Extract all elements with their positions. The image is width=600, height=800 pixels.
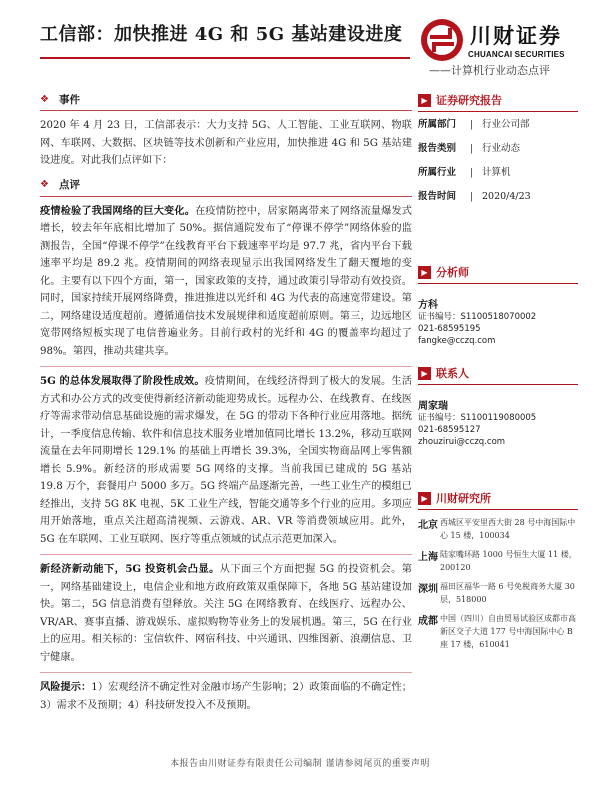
report-meta [418,118,578,204]
risk-warning: 风险提示：1）宏观经济不确定性对金融市场产生影响；2）政策面临的不确定性；3）需求不及预期；4）科技研发投入不及预期。 [40,681,412,711]
comment-paragraph-2: 5G 的总体发展取得了阶段性成效。疫情期间，在线经济得到了极大的发展。生活方式和办公方式的改变使得新经济新动能迎势成长。远程办公、在线教育、在线医疗等需求带动信息基础设施的需求爆发，在 5G 的带动下各种行业应用落地。据统计，一季度信息传输、软件和信息技术服务业增加值同比增长 13.2%，移动互联网流量在去年同期增长 129.1% 的基础上再增长 39.3%，全国实物商品网上零售额增长 5.9%。新经济的形成需要 5G 网络的支撑。当前我国已建成的 5G 基站 19.8 万个，套餐用户 5000 多万。5G 终端产品逐渐完善，一些工业生产的模组已经推出，支持 5G 8K 电视、5K 工业生产线，智能交通等多个行业的应用。多项应用开始落地，重点关注超高清视频、云游戏、AR、VR 等消费领域应用。此外，5G 在车联网、工业互联网、医疗等重点领域的试点示范更加深入。 [40,375,412,545]
comment-heading: ❖ 点评 [40,179,80,191]
logo-english-name: CHUANCAI SECURITIES [468,50,565,59]
event-heading: ❖ 事件 [40,93,80,106]
office-list [418,516,578,651]
main-content [40,92,412,714]
section-marker-icon: ▶ [418,94,431,107]
title-divider [40,57,410,59]
report-info-heading: ▶ 证券研究报告 [418,92,578,108]
section-marker-icon: ▶ [418,266,431,279]
analyst-phone: 021-68595195 [418,324,481,334]
analyst-cert: 证书编号：S1100518070002 [418,312,537,322]
event-text: 2020 年 4 月 23 日，工信部表示：大力支持 5G、人工智能、工业互联网、物联网、车联网、大数据、区块链等技术创新和产业应用，加快推进 4G 和 5G 基站建设进度。对此我们点评如下： [40,120,412,166]
meta-row: 报告类别 | 行业动态 [418,143,521,154]
section-marker-icon: ▶ [418,492,431,505]
meta-row: 报告时间 | 2020/4/23 [418,191,531,202]
office-item: 北京 西城区平安里西大街 28 号中海国际中心 15 楼，100034 [418,518,576,540]
section-divider [40,196,412,197]
sidebar [418,92,578,657]
contact-phone: 021-68595127 [418,425,481,435]
contact-cert: 证书编号：S1100119080005 [418,413,537,423]
contact-card [418,397,578,448]
report-title: 工信部：加快推进 4G 和 5G 基站建设进度 [40,24,403,45]
meta-row: 所属行业 | 计算机 [418,167,511,178]
meta-row: 所属部门 | 行业公司部 [418,119,530,130]
sidebar-divider [418,509,578,510]
diamond-bullet-icon: ❖ [40,93,49,105]
section-marker-icon: ▶ [418,367,431,380]
comment-paragraph-1: 疫情检验了我国网络的巨大变化。在疫情防控中，居家隔离带来了网络流量爆发式增长，较去年年底相比增加了 50%。据信通院发布了“停课不停学”网络体验的监测报告，全国“停课不停学”在线教育平台下载速率平均是 97.7 兆，省内平台下载速率平均是 89.2 兆。疫情期间的网络表现显示出我国网络发生了翻天覆地的变化。主要有以下四个方面，第一，国家政策的支持，通过政策引导带动有效投资。同时，国家持续开展网络降费，推进推进以光纤和 4G 为代表的高速宽带建设。第二，网络建设适度超前。遵循通信技术发展规律和适度超前原则。第三，边远地区宽带网络短板实现了电信普遍业务。目前行政村的光纤和 4G 的覆盖率均超过了 98%。第四，推动共建共享。 [40,204,412,357]
comment-paragraph-3: 新经济新动能下，5G 投资机会凸显。从下面三个方面把握 5G 的投资机会。第一，网络基础建设上，电信企业和地方政府政策双重保障下，各地 5G 基站建设加快。第二，5G 信息消费有望释放。关注 5G 在网络教育、在线医疗、远程办公、VR/AR、赛事直播、游戏娱乐、虚拟购物等业务上的发展机遇。第三，5G 在行业上的应用。相关标的：宝信软件、网宿科技、中兴通讯、四维图新、浪潮信息、卫宁健康。 [40,563,412,663]
analyst-email[interactable]: fangke@cczq.com [418,336,496,346]
sidebar-divider [418,283,578,284]
office-item: 深圳 福田区福华一路 6 号免税商务大厦 30 层，518000 [418,582,575,604]
paragraph-divider [40,366,412,367]
analyst-card [418,296,578,347]
report-subtitle: ——计算机行业动态点评 [429,64,550,77]
paragraph-divider [40,672,412,673]
office-item: 上海 陆家嘴环路 1000 号恒生大厦 11 楼，200120 [418,550,577,572]
chuancai-logo-icon [420,18,464,62]
paragraph-divider [40,554,412,555]
company-logo [420,18,570,66]
contact-heading: ▶ 联系人 [418,365,578,381]
contact-name: 周家瑞 [418,401,448,412]
contact-email[interactable]: zhouzirui@cczq.com [418,437,506,447]
sidebar-divider [418,111,578,112]
analyst-name: 方科 [418,300,438,311]
diamond-bullet-icon: ❖ [40,179,49,190]
section-divider [40,110,412,111]
institute-heading: ▶ 川财研究所 [418,490,578,506]
analyst-heading: ▶ 分析师 [418,264,578,280]
sidebar-divider [418,384,578,385]
logo-chinese-name: 川财证券 [470,24,562,48]
page-footer: 本报告由川财证券有限责任公司编制 谨请参阅尾页的重要声明 [170,759,430,769]
office-item: 成都 中国（四川）自由贸易试验区成都市高新区交子大道 177 号中海国际中心 B 座 17 楼，610041 [418,614,576,649]
